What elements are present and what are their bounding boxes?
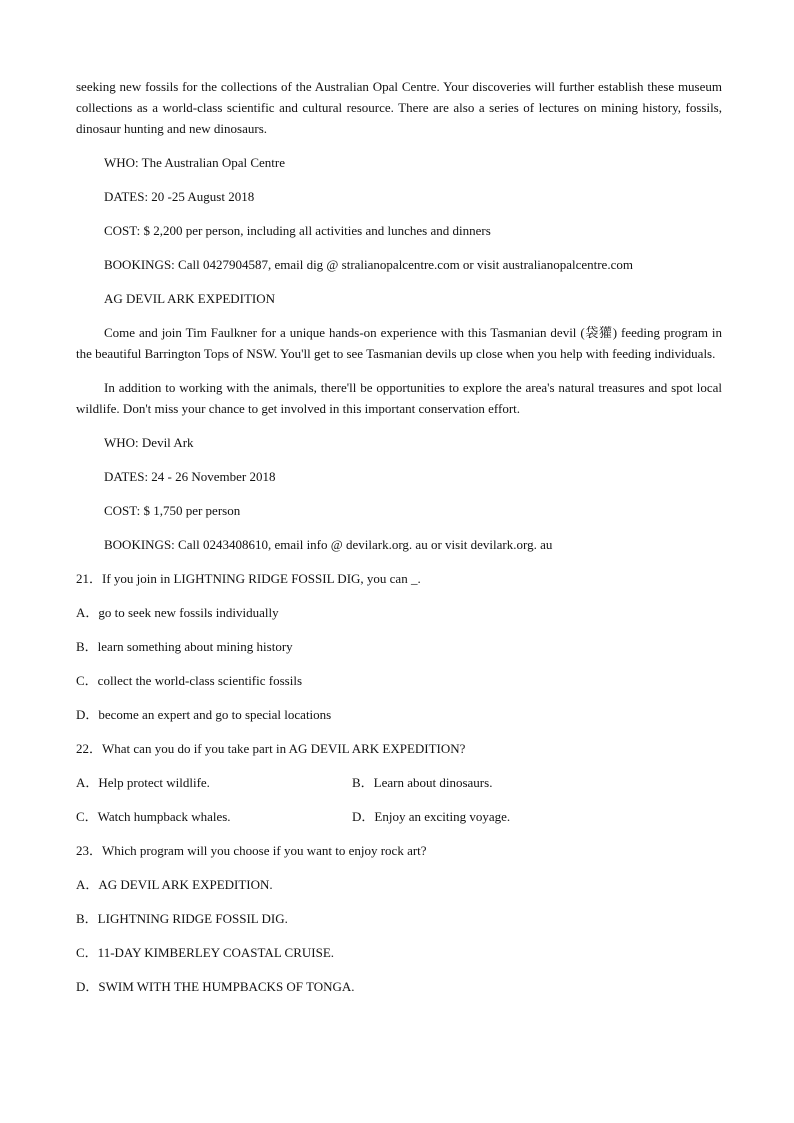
fossil-dig-dates: DATES: 20 -25 August 2018 [104, 189, 255, 204]
question-23-option-c: C．11-DAY KIMBERLEY COASTAL CRUISE. [76, 945, 335, 960]
question-21-option-c: C．collect the world-class scientific fossils [76, 673, 303, 688]
question-23-option-a: A．AG DEVIL ARK EXPEDITION. [76, 877, 273, 892]
devil-ark-title: AG DEVIL ARK EXPEDITION [104, 291, 276, 306]
question-21-stem: 21．If you join in LIGHTNING RIDGE FOSSIL DIG, you can _. [76, 571, 421, 586]
devil-ark-cost: COST: $ 1,750 per person [104, 503, 241, 518]
question-21-option-a: A．go to seek new fossils individually [76, 605, 279, 620]
question-22-stem: 22．What can you do if you take part in AG DEVIL ARK EXPEDITION? [76, 741, 466, 756]
devil-ark-bookings: BOOKINGS: Call 0243408610, email info @ devilark.org. au or visit devilark.org. au [104, 537, 553, 552]
devil-ark-dates: DATES: 24 - 26 November 2018 [104, 469, 276, 484]
fossil-dig-who: WHO: The Australian Opal Centre [104, 155, 285, 170]
question-22-option-d: D．Enjoy an exciting voyage. [352, 809, 511, 824]
question-23-stem: 23．Which program will you choose if you want to enjoy rock art? [76, 843, 427, 858]
fossil-dig-cost: COST: $ 2,200 per person, including all activities and lunches and dinners [104, 223, 491, 238]
question-21-option-b: B．learn something about mining history [76, 639, 293, 654]
devil-ark-who: WHO: Devil Ark [104, 435, 194, 450]
question-22-option-c: C．Watch humpback whales. [76, 809, 231, 824]
question-22-options-row-2 [76, 806, 722, 827]
devil-ark-paragraph-1: Come and join Tim Faulkner for a unique hands-on experience with this Tasmanian devil (袋獾) feeding program in the beautiful Barrington Tops of NSW. You'll get to see Tasmanian devils up close when you help with feeding individuals. [76, 325, 722, 361]
question-22-options-row-1 [76, 772, 722, 793]
question-21-option-d: D．become an expert and go to special locations [76, 707, 332, 722]
document-page [76, 76, 722, 1010]
fossil-dig-bookings: BOOKINGS: Call 0427904587, email dig @ stralianopalcentre.com or visit australianopalcentre.com [104, 257, 633, 272]
question-22-option-b: B．Learn about dinosaurs. [352, 775, 493, 790]
fossil-dig-description-continuation: seeking new fossils for the collections of the Australian Opal Centre. Your discoveries will further establish these museum collections as a world-class scientific and cultural resource. There are also a series of lectures on mining history, fossils, dinosaur hunting and new dinosaurs. [76, 79, 722, 136]
question-22-option-a: A．Help protect wildlife. [76, 775, 210, 790]
question-23-option-d: D．SWIM WITH THE HUMPBACKS OF TONGA. [76, 979, 355, 994]
devil-ark-paragraph-2: In addition to working with the animals, there'll be opportunities to explore the area's natural treasures and spot local wildlife. Don't miss your chance to get involved in this important conservation effort. [76, 380, 722, 416]
question-23-option-b: B．LIGHTNING RIDGE FOSSIL DIG. [76, 911, 288, 926]
